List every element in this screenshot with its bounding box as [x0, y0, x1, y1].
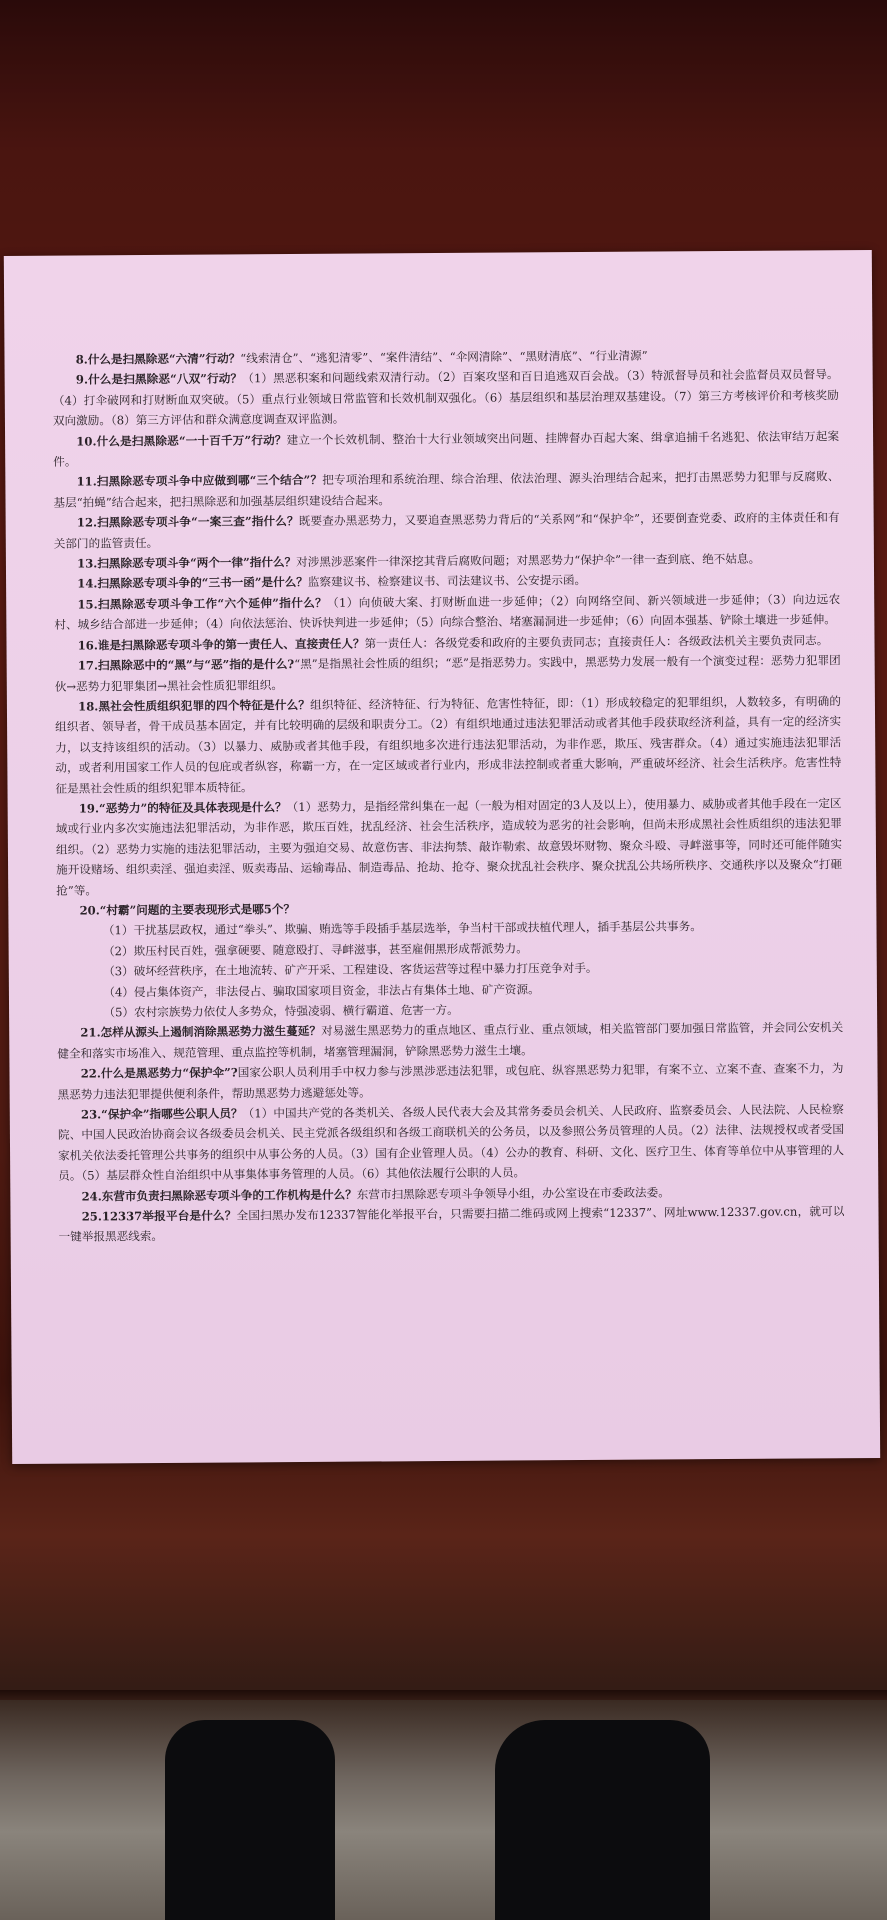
item-25: 25.12337举报平台是什么？全国扫黑办发布12337智能化举报平台，只需要扫描二维码或网上搜索“12337”、网址www.12337.gov.cn，就可以一键举报黑恶线索。 — [58, 1204, 845, 1245]
item-13: 13.扫黑除恶专项斗争“两个一律”指什么？对涉黑涉恶案件一律深挖其背后腐败问题；对黑恶势力“保护伞”一律一查到底、绝不姑息。 — [77, 551, 761, 571]
paper-sheet — [4, 250, 880, 1464]
village-form-5: （5）农村宗族势力依仗人多势众，恃强凌弱、横行霸道、危害一方。 — [103, 1002, 459, 1020]
item-20: 20.“村霸”问题的主要表现形式是哪5个？ — [79, 901, 296, 918]
item-18: 18.黑社会性质组织犯罪的四个特征是什么？组织特征、经济特征、行为特征、危害性特征，即：（1）形成较稳定的犯罪组织，人数较多，有明确的组织者、领导者，骨干成员基本固定，并有比较明确的层级和职责分工。（2）有组织地通过违法犯罪活动或者其他手段获取经济利益，具有一定的经济实力，以支持该组织的活动。（3）以暴力、威胁或者其他手段，有组织地多次进行违法犯罪活动，为非作恶，欺压、残害群众。（4）通过实施违法犯罪活动，或者利用国家工作人员的包庇或者纵容，称霸一方，在一定区域或者行业内，形成非法控制或者重大影响，严重破坏经济、社会生活秩序。危害性特征是黑社会性质的组织犯罪本质特征。 — [55, 694, 842, 796]
document-body — [52, 344, 844, 1247]
item-15: 15.扫黑除恶专项斗争工作“六个延伸”指什么？（1）向侦破大案、打财断血进一步延伸；（2）向网络空间、新兴领域进一步延伸；（3）向边远农村、城乡结合部进一步延伸；（4）向依法惩治、快诉快判进一步延伸；（5）向综合整治、堵塞漏洞进一步延伸；（6）向固本强基、铲除土壤进一步延伸。 — [54, 592, 841, 632]
village-form-1: （1）干扰基层政权，通过“拳头”、欺骗、贿选等手段插手基层选举，争当村干部或扶植代理人，插手基层公共事务。 — [102, 919, 702, 938]
floor — [0, 1700, 887, 1920]
village-form-3: （3）破坏经营秩序，在土地流转、矿产开采、工程建设、客货运营等过程中暴力打压竞争对手。 — [103, 961, 598, 979]
item-11: 11.扫黑除恶专项斗争中应做到哪“三个结合”？把专项治理和系统治理、综合治理、依法治理、源头治理结合起来，把打击黑恶势力犯罪与反腐败、基层“拍蝇”结合起来，把扫黑除恶和加强基层组织建设结合起来。 — [53, 469, 840, 510]
item-23: 23.“保护伞”指哪些公职人员？（1）中国共产党的各类机关、各级人民代表大会及其常务委员会机关、人民政府、监察委员会、人民法院、人民检察院、中国人民政治协商会议各级委员会机关、民主党派各级组织和各级工商联机关的公务员，以及参照公务员管理的人员。（2）法律、法规授权或者受国家机关依法委托管理公共事务的组织中从事公务的人员。（3）国有企业管理人员。（4）公办的教育、科研、文化、医疗卫生、体育等单位中从事管理的人员。（5）基层群众性自治组织中从事集体事务管理的人员。（6）其他依法履行公职的人员。 — [57, 1102, 845, 1183]
left-shoe — [165, 1720, 335, 1920]
item-14: 14.扫黑除恶专项斗争的“三书一函”是什么？监察建议书、检察建议书、司法建议书、公安提示函。 — [77, 573, 587, 592]
item-9: 9.什么是扫黑除恶“八双”行动？（1）黑恶积案和问题线索双清行动。（2）百案攻坚和百日追逃双百会战。（3）特派督导员和社会监督员双员督导。（4）打伞破网和打财断血双突破。（5）重点行业领域日常监管和长效机制双强化。（6）基层组织和基层治理双基建设。（7）第三方考核评价和考核奖励双向激励。（8）第三方评估和群众满意度调查双评监测。 — [52, 367, 839, 428]
item-24: 24.东营市负责扫黑除恶专项斗争的工作机构是什么？东营市扫黑除恶专项斗争领导小组，办公室设在市委政法委。 — [81, 1185, 670, 1204]
item-17: 17.扫黑除恶中的“黑”与“恶”指的是什么?“黑”是指黑社会性质的组织；“恶”是指恶势力。实践中，黑恶势力发展一般有一个演变过程：恶势力犯罪团伙→恶势力犯罪集团→黑社会性质犯罪组织。 — [54, 653, 841, 694]
right-shoe — [495, 1720, 710, 1920]
item-22: 22.什么是黑恶势力“保护伞”?国家公职人员利用手中权力参与涉黑涉恶违法犯罪，或包庇、纵容黑恶势力犯罪，有案不立、立案不查、查案不力，为黑恶势力违法犯罪提供便利条件，帮助黑恶势力逃避惩处等。 — [57, 1061, 844, 1102]
item-21: 21.怎样从源头上遏制消除黑恶势力滋生蔓延？对易滋生黑恶势力的重点地区、重点行业、重点领域，相关监管部门要加强日常监管，并会同公安机关健全和落实市场准入、规范管理、重点监控等机制，堵塞管理漏洞，铲除黑恶势力滋生土壤。 — [57, 1020, 844, 1061]
item-19: 19.“恶势力”的特征及具体表现是什么？（1）恶势力，是指经常纠集在一起（一般为相对固定的3人及以上），使用暴力、威胁或者其他手段在一定区域或行业内多次实施违法犯罪活动，为非作恶，欺压百姓，扰乱经济、社会生活秩序，造成较为恶劣的社会影响，但尚未形成黑社会性质组织的违法犯罪组织。（2）恶势力实施的违法犯罪活动，主要为强迫交易、故意伤害、非法拘禁、敲诈勒索、故意毁坏财物、聚众斗殴、寻衅滋事等，同时还可能伴随实施开设赌场、组织卖淫、强迫卖淫、贩卖毒品、运输毒品、制造毒品、抢劫、抢夺、聚众扰乱社会秩序、聚众扰乱公共场所秩序、交通秩序以及聚众“打砸抢”等。 — [55, 796, 843, 898]
item-16: 16.谁是扫黑除恶专项斗争的第一责任人、直接责任人？第一责任人：各级党委和政府的主要负责同志；直接责任人：各级政法机关主要负责同志。 — [77, 632, 829, 653]
village-form-4: （4）侵占集体资产，非法侵占、骗取国家项目资金，非法占有集体土地、矿产资源。 — [103, 981, 540, 999]
item-10: 10.什么是扫黑除恶“一十百千万”行动？建立一个长效机制、整治十大行业领域突出问题、挂牌督办百起大案、缉拿追捕千名逃犯、依法审结万起案件。 — [53, 428, 840, 469]
item-12: 12.扫黑除恶专项斗争“一案三查”指什么？既要查办黑恶势力，又要追查黑恶势力背后的“关系网”和“保护伞”，还要倒查党委、政府的主体责任和有关部门的监管责任。 — [53, 510, 840, 551]
item-8: 8.什么是扫黑除恶“六清”行动？“线索清仓”、“逃犯清零”、“案件清结”、“伞网清除”、“黑财清底”、“行业清源” — [75, 348, 648, 367]
village-form-2: （2）欺压村民百姓，强拿硬要、随意殴打、寻衅滋事，甚至雇佣黑形成帮派势力。 — [102, 941, 528, 959]
